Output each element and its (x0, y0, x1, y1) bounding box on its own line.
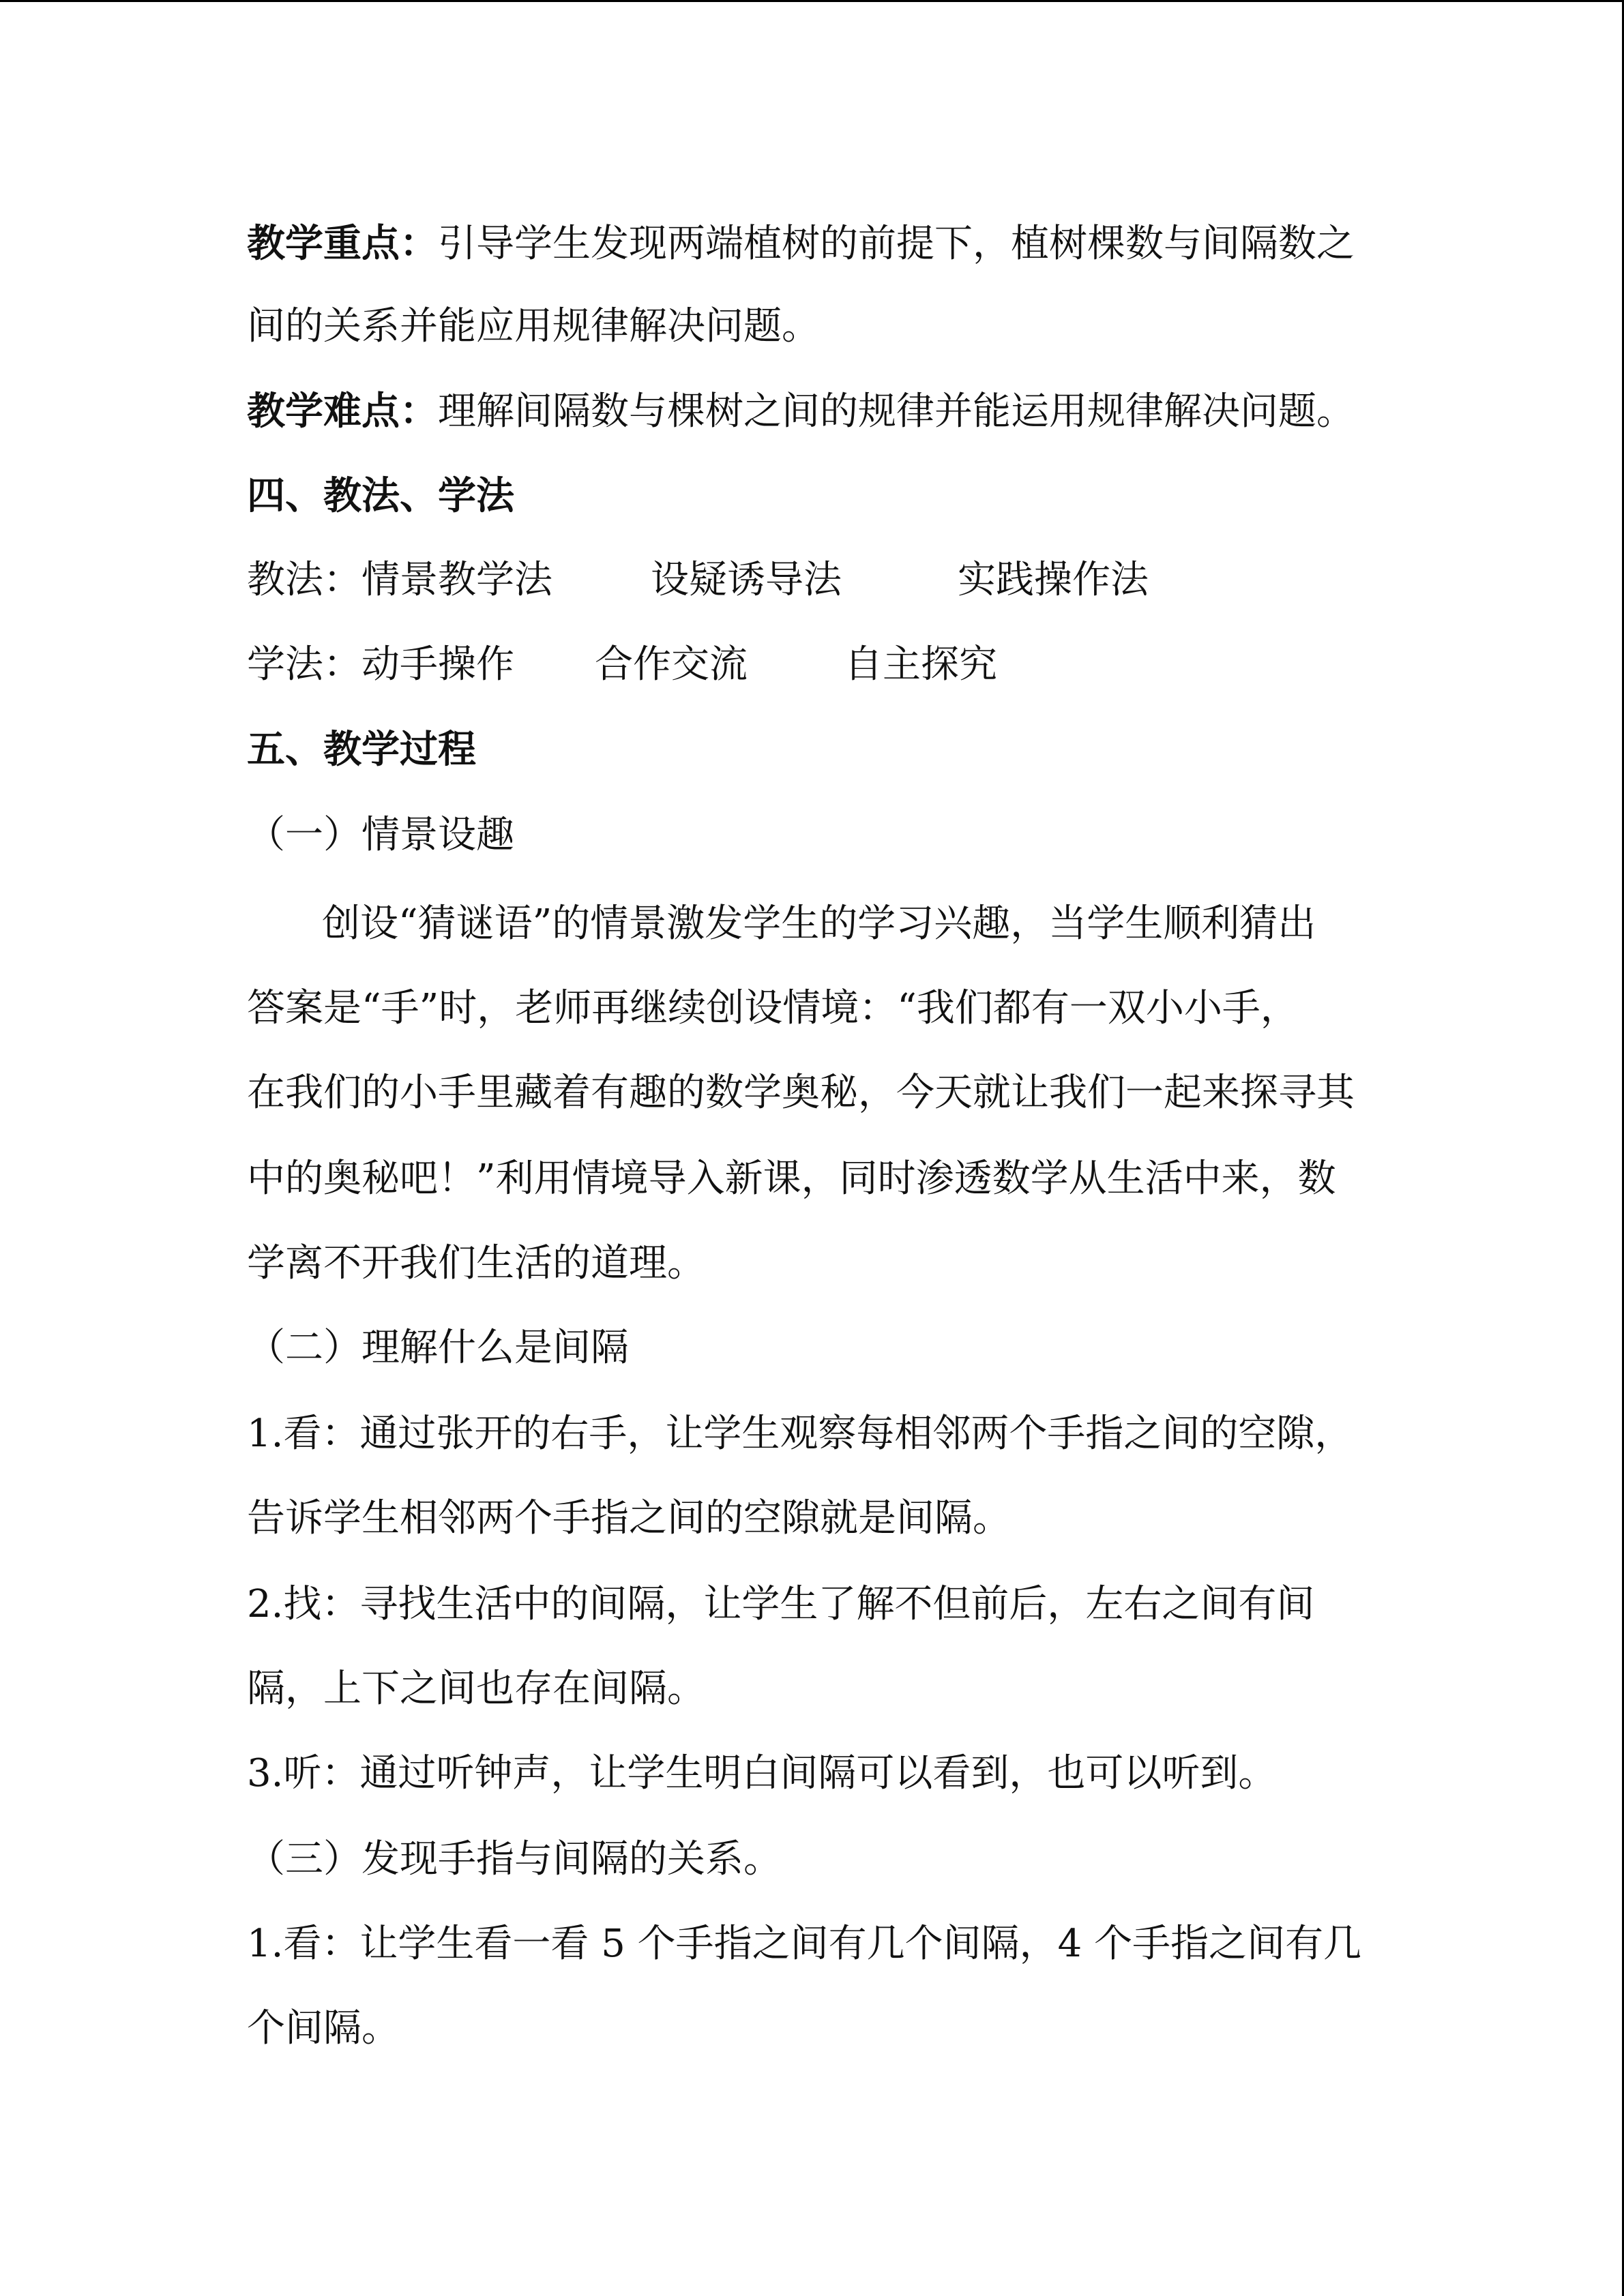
teaching-method-2: 设疑诱导法 (651, 558, 842, 602)
section-5-title: 五、教学过程 (247, 727, 476, 772)
learning-method-1: 动手操作 (361, 642, 514, 687)
paragraph-1-line-3: 在我们的小手里藏着有趣的数学奥秘，今天就让我们一起来探寻其 (247, 1071, 1355, 1115)
subsection-3-title: （三）发现手指与间隔的关系。 (247, 1837, 782, 1881)
paragraph-1-line-2: 答案是“手”时，老师再继续创设情境：“我们都有一双小小手， (247, 986, 1299, 1030)
key-point-line-2: 间的关系并能应用规律解决问题。 (247, 304, 820, 348)
item-4-line-2: 个间隔。 (247, 2006, 400, 2051)
learning-methods-line (247, 640, 1365, 689)
learning-method-3: 自主探究 (844, 642, 997, 687)
paragraph-1-line-5: 学离不开我们生活的道理。 (247, 1241, 705, 1285)
item-3-line-1: 3.听：通过听钟声，让学生明白间隔可以看到，也可以听到。 (247, 1751, 1277, 1795)
teaching-methods-line (247, 556, 1365, 605)
item-1-line-1: 1.看：通过张开的右手，让学生观察每相邻两个手指之间的空隙， (247, 1412, 1353, 1456)
subsection-1-title: （一）情景设趣 (247, 813, 514, 857)
learning-methods-label: 学法： (247, 642, 361, 687)
teaching-method-3: 实践操作法 (958, 558, 1149, 602)
teaching-method-1: 情景教学法 (361, 558, 552, 602)
paragraph-1-line-4: 中的奥秘吧！”利用情境导入新课，同时渗透数学从生活中来，数 (247, 1157, 1336, 1201)
section-4-title: 四、教法、学法 (247, 473, 514, 518)
key-point-label: 教学重点： (247, 221, 438, 266)
difficulty-text: 理解间隔数与棵树之间的规律并能运用规律解决问题。 (438, 389, 1355, 434)
learning-method-2: 合作交流 (595, 642, 748, 687)
paragraph-1-line-1: 创设“猜谜语”的情景激发学生的学习兴趣，当学生顺利猜出 (322, 901, 1316, 946)
key-point-line-1 (247, 219, 1365, 268)
subsection-2-title: （二）理解什么是间隔 (247, 1326, 629, 1370)
item-2-line-1: 2.找：寻找生活中的间隔，让学生了解不但前后，左右之间有间 (247, 1582, 1315, 1626)
item-4-line-1: 1.看：让学生看一看 5 个手指之间有几个间隔，4 个手指之间有几 (247, 1922, 1362, 1966)
item-2-line-2: 隔，上下之间也存在间隔。 (247, 1667, 705, 1711)
teaching-methods-label: 教法： (247, 558, 361, 602)
difficulty-label: 教学难点： (247, 389, 438, 434)
key-point-text-1: 引导学生发现两端植树的前提下，植树棵数与间隔数之 (438, 222, 1355, 266)
item-1-line-2: 告诉学生相邻两个手指之间的空隙就是间隔。 (247, 1496, 1011, 1540)
difficulty-line (247, 387, 1365, 436)
